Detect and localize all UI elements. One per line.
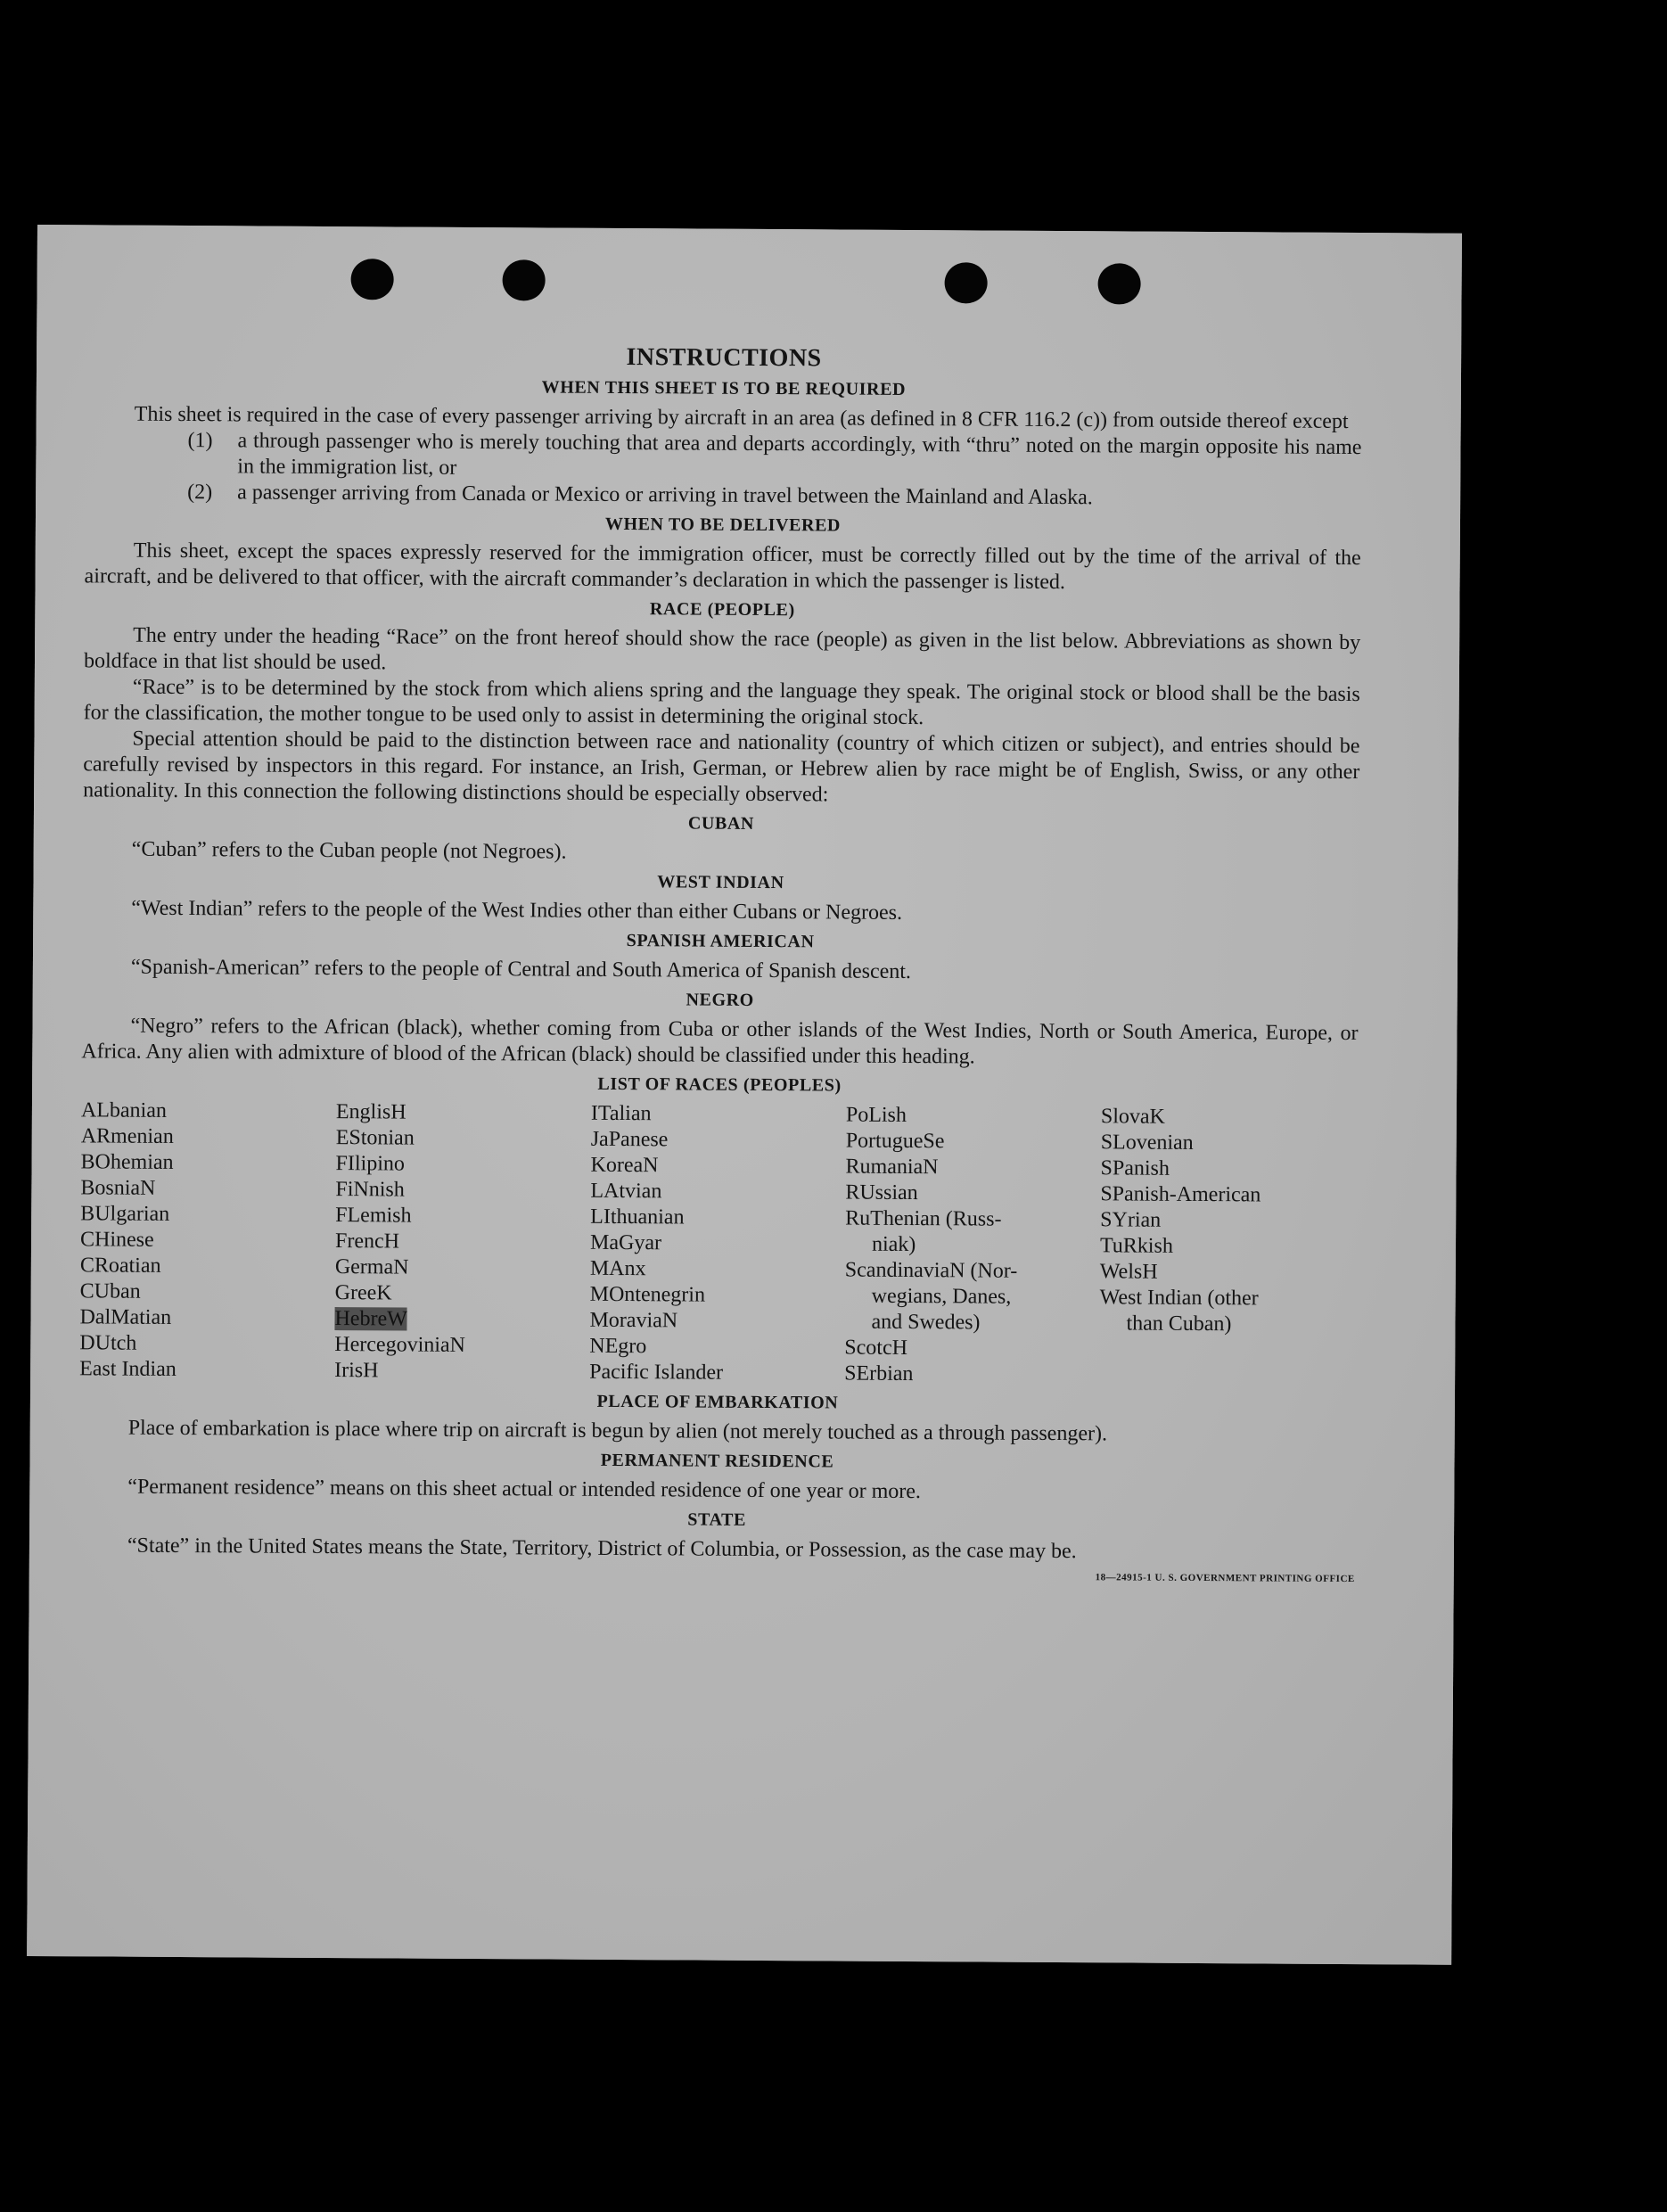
- heading-when-required: WHEN THIS SHEET IS TO BE REQUIRED: [541, 377, 907, 399]
- paragraph-race-nationality: Special attention should be paid to the distinction between race and nationality (country of which citizen or subject), and entries should be carefully revised by inspectors in this regard. For instance, an Irish, German, or Hebrew alien by race might be of English, Swiss, or any other nationality. In this connection the following distinctions should be especially observed:: [83, 727, 1360, 807]
- race-column: [589, 1101, 846, 1387]
- race-entry: SYrian: [1100, 1208, 1162, 1232]
- race-entry: ScandinaviaN (Nor-: [844, 1258, 1018, 1283]
- race-entry: TuRkish: [1099, 1234, 1173, 1258]
- race-entry: KoreaN: [590, 1153, 659, 1178]
- race-entry: SPanish: [1100, 1156, 1170, 1180]
- paragraph-race-definition: “Race” is to be determined by the stock from which aliens spring and the language they speak. The original stock or blood shall be the basis for the classification, the mother tongue to be used only to assist in determining the original stock.: [83, 675, 1360, 730]
- race-entry: BosniaN: [80, 1176, 156, 1200]
- race-entry: IrisH: [334, 1359, 379, 1383]
- race-entry: MAnx: [589, 1256, 646, 1281]
- paragraph-west-indian: “West Indian” refers to the people of the West Indies other than either Cubans or Negroes.: [131, 896, 903, 925]
- race-entry-continued: and Swedes): [871, 1310, 981, 1335]
- race-entry: SPanish-American: [1100, 1182, 1261, 1207]
- race-entry: PortugueSe: [845, 1129, 945, 1154]
- paragraph-state: “State” in the United States means the State, Territory, District of Columbia, or Possession, as the case may be.: [127, 1534, 1077, 1564]
- race-entry: LIthuanian: [590, 1205, 685, 1229]
- heading-west-indian: WEST INDIAN: [657, 872, 784, 893]
- page-title: INSTRUCTIONS: [626, 343, 822, 373]
- race-entry-highlighted: [334, 1306, 589, 1334]
- race-entry: CRoatian: [79, 1254, 161, 1278]
- race-column: [1099, 1104, 1356, 1390]
- race-entry: CUban: [79, 1279, 141, 1303]
- race-entry: East Indian: [79, 1357, 177, 1381]
- race-entry: West Indian (other: [1099, 1286, 1259, 1311]
- race-column: [79, 1098, 336, 1384]
- race-entry: Pacific Islander: [589, 1360, 724, 1385]
- document-sheet: [27, 225, 1462, 1965]
- race-entry: EStonian: [335, 1126, 415, 1150]
- race-column: [844, 1103, 1101, 1389]
- heading-spanish-american: SPANISH AMERICAN: [626, 931, 815, 952]
- race-entry: SErbian: [844, 1361, 914, 1386]
- printing-office-code: 18—24915-1 U. S. GOVERNMENT PRINTING OFFICE: [1095, 1572, 1355, 1585]
- heading-cuban: CUBAN: [687, 813, 755, 834]
- instructions-content: [78, 341, 1362, 1592]
- race-entry: CHinese: [79, 1228, 154, 1252]
- race-entry: DalMatian: [79, 1305, 172, 1329]
- race-entry-continued: niak): [871, 1232, 916, 1257]
- heading-residence: PERMANENT RESIDENCE: [600, 1450, 834, 1472]
- race-entry-continued: than Cuban): [1126, 1312, 1232, 1336]
- punch-hole: [502, 259, 545, 300]
- race-entry: EnglisH: [335, 1100, 406, 1124]
- race-entry: ScotcH: [844, 1336, 908, 1360]
- paragraph-residence: “Permanent residence” means on this sheet actual or intended residence of one year or more.: [127, 1475, 922, 1504]
- race-entry: ALbanian: [80, 1098, 167, 1122]
- race-entry: MaGyar: [589, 1230, 662, 1255]
- race-entry: HercegoviniaN: [334, 1333, 466, 1357]
- race-entry: WelsH: [1099, 1260, 1158, 1284]
- race-entry: BUlgarian: [80, 1202, 170, 1226]
- race-column: [334, 1099, 591, 1386]
- paragraph-cuban: “Cuban” refers to the Cuban people (not Negroes).: [131, 837, 567, 864]
- heading-state: STATE: [687, 1509, 747, 1530]
- race-entry: PoLish: [845, 1103, 907, 1127]
- paragraph-embarkation: Place of embarkation is place where trip on aircraft is begun by alien (not merely touched as a through passenger).: [127, 1416, 1108, 1446]
- race-entry: FIlipino: [335, 1152, 405, 1176]
- paragraph-spanish-american: “Spanish-American” refers to the people of Central and South America of Spanish descent.: [130, 955, 912, 984]
- race-entry: RumaniaN: [845, 1155, 939, 1180]
- race-entry: MOntenegrin: [589, 1282, 706, 1307]
- heading-list-of-races: LIST OF RACES (PEOPLES): [597, 1073, 842, 1096]
- punch-hole: [1097, 263, 1140, 304]
- race-entry: RuThenian (Russ-: [845, 1206, 1002, 1231]
- paragraph-delivered: This sheet, except the spaces expressly reserved for the immigration officer, must be correctly filled out by the time of the arrival of the aircraft, and be delivered to that officer, with the aircraft commander’s declaration in which the passenger is listed.: [84, 539, 1361, 595]
- race-entry: JaPanese: [590, 1127, 669, 1152]
- race-entry: SlovaK: [1100, 1105, 1165, 1129]
- heading-embarkation: PLACE OF EMBARKATION: [596, 1391, 839, 1413]
- highlight-mark: HebreW: [334, 1307, 407, 1331]
- race-list: [79, 1098, 1358, 1390]
- exception-item: [187, 428, 1361, 487]
- punch-hole: [944, 262, 987, 303]
- heading-negro: NEGRO: [686, 990, 754, 1010]
- paragraph-negro: “Negro” refers to the African (black), whether coming from Cuba or other islands of the West Indies, North or South America, Europe, or Africa. Any alien with admixture of blood of the African (black) should be classified under this heading.: [81, 1014, 1359, 1069]
- item-number: (2): [187, 481, 213, 505]
- heading-when-delivered: WHEN TO BE DELIVERED: [604, 514, 842, 536]
- item-number: (1): [187, 429, 213, 453]
- race-entry: FLemish: [335, 1204, 412, 1228]
- race-entry-continued: wegians, Danes,: [871, 1284, 1012, 1309]
- race-entry: FiNnish: [335, 1178, 405, 1202]
- heading-race: RACE (PEOPLE): [649, 599, 795, 621]
- race-entry: ARmenian: [80, 1124, 174, 1148]
- race-entry: GermaN: [334, 1255, 409, 1279]
- race-entry: ITalian: [590, 1101, 652, 1126]
- race-entry: LAtvian: [590, 1179, 662, 1204]
- paragraph-required: This sheet is required in the case of every passenger arriving by aircraft in an area (as defined in 8 CFR 116.2 (c)) from outside thereof except: [134, 402, 1349, 433]
- race-entry: FrencH: [334, 1229, 400, 1254]
- item-text: a through passenger who is merely touching that area and departs accordingly, with “thru” noted on the margin opposite his name in the immigration list, or: [237, 429, 1362, 480]
- race-entry: GreeK: [334, 1281, 392, 1305]
- paragraph-race-entry: The entry under the heading “Race” on the front hereof should show the race (people) as given in the list below. Abbreviations as shown by boldface in that list should be used.: [83, 623, 1361, 675]
- item-text: a passenger arriving from Canada or Mexico or arriving in travel between the Mainland and Alaska.: [237, 481, 1093, 510]
- race-entry: RUssian: [845, 1180, 918, 1205]
- race-entry: DUtch: [79, 1331, 137, 1355]
- race-entry: MoraviaN: [589, 1308, 678, 1333]
- punch-hole: [350, 259, 393, 300]
- race-entry: BOhemian: [80, 1150, 174, 1174]
- race-entry: SLovenian: [1100, 1131, 1194, 1155]
- race-entry: NEgro: [589, 1334, 647, 1359]
